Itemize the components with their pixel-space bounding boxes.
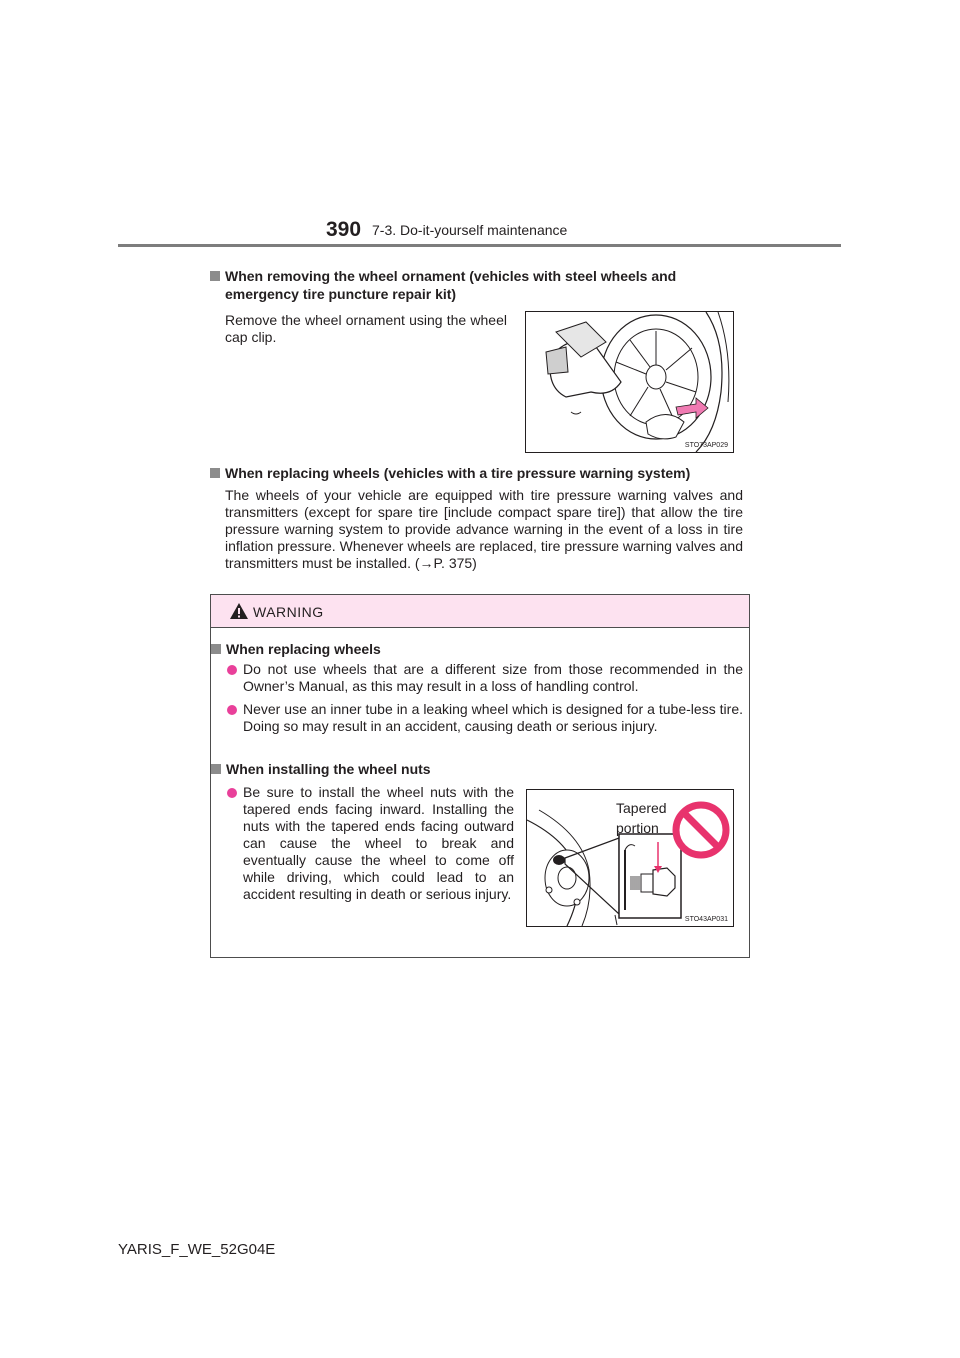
- warning-sub1-heading-text: When replacing wheels: [226, 641, 381, 657]
- bullet-dot-icon: [227, 665, 237, 675]
- wheel-ornament-heading-line1: When removing the wheel ornament (vehicles with steel wheels and: [225, 268, 677, 284]
- warning-bullet-3: Be sure to install the wheel nuts with the tapered ends facing inward. Installing the nuts with the tapered ends facing outward can cause the wheel to break and eventually cause the wheel to come off while driving, which could lead to an accident resulting in death or serious injury.: [243, 784, 514, 902]
- wheel-ornament-heading: [210, 267, 750, 303]
- wheel-cap-clip-illustration: [526, 312, 733, 452]
- section-title: 7-3. Do-it-yourself maintenance: [372, 222, 568, 238]
- wheel-ornament-body: Remove the wheel ornament using the wheel cap clip.: [225, 312, 507, 345]
- replacing-wheels-heading-text: When replacing wheels (vehicles with a tire pressure warning system): [225, 465, 691, 481]
- warning-box: [210, 594, 750, 958]
- warning-triangle-icon: [229, 602, 249, 620]
- tapered-portion-callout: [616, 798, 667, 838]
- replacing-wheels-heading: [210, 464, 750, 482]
- square-bullet-icon: [210, 271, 220, 281]
- warning-label: WARNING: [253, 604, 324, 620]
- square-bullet-icon: [211, 764, 221, 774]
- warning-sub2-heading: [211, 760, 431, 778]
- square-bullet-icon: [210, 468, 220, 478]
- warning-bullet-2: Never use an inner tube in a leaking wheel which is designed for a tube-less tire. Doing so may result in an accident, causing death or serious injury.: [243, 701, 743, 734]
- wheel-nut-figure: [526, 789, 734, 927]
- figure-code: STO73AP029: [684, 442, 728, 449]
- wheel-ornament-figure: [525, 311, 734, 453]
- page-number: 390: [326, 218, 362, 241]
- header-divider: [118, 244, 841, 247]
- square-bullet-icon: [211, 644, 221, 654]
- bullet-dot-icon: [227, 788, 237, 798]
- document-code: YARIS_F_WE_52G04E: [118, 1241, 276, 1258]
- wheel-ornament-heading-line2: emergency tire puncture repair kit): [225, 286, 457, 302]
- warning-sub2-heading-text: When installing the wheel nuts: [226, 761, 431, 777]
- replacing-wheels-body: The wheels of your vehicle are equipped with tire pressure warning valves and transmitters (except for spare tire [include compact spare tire]) that allow the tire pressure warning system to provide advance warning in the event of a loss in tire inflation pressure. Whenever wheels are replaced, tire pressure warning valves and transmitters must be installed. (→P. 375): [225, 487, 743, 571]
- callout-line-1: Tapered: [616, 800, 667, 816]
- warning-sub1-heading: [211, 640, 381, 658]
- bullet-dot-icon: [227, 705, 237, 715]
- figure-code: STO43AP031: [684, 916, 728, 923]
- callout-line-2: portion: [616, 820, 659, 836]
- warning-bullet-1: Do not use wheels that are a different size from those recommended in the Owner’s Manual, as this may result in a loss of handling control.: [243, 661, 743, 694]
- warning-header: [211, 595, 749, 628]
